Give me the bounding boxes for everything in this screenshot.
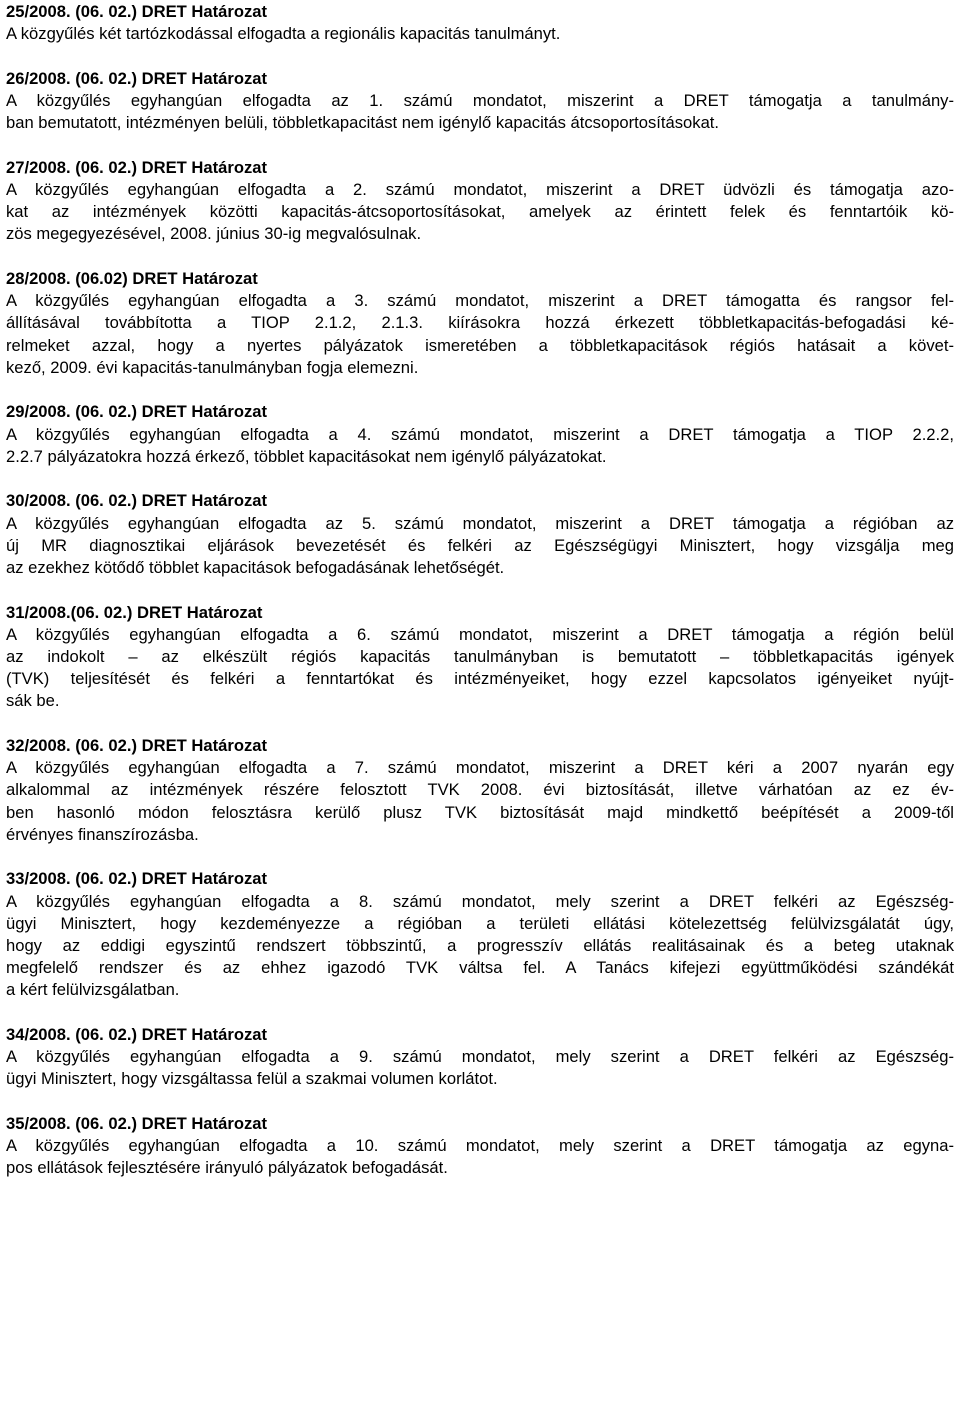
resolution-text-line: A közgyűlés egyhangúan elfogadta a 9. számú mondatot, mely szerint a DRET felkéri az Egészség- bbox=[6, 1047, 954, 1067]
resolution-title: 27/2008. (06. 02.) DRET Határozat bbox=[6, 157, 268, 177]
resolution-text-line: A közgyűlés egyhangúan elfogadta a 2. számú mondatot, miszerint a DRET üdvözli és támogatja azo- bbox=[6, 180, 954, 199]
resolution-text-line: A közgyűlés egyhangúan elfogadta az 1. számú mondatot, miszerint a DRET támogatja a tanulmány- bbox=[6, 91, 954, 110]
resolution-text-line: ügyi Minisztert, hogy vizsgáltassa felül a szakmai volumen korlátot. bbox=[6, 1069, 498, 1089]
resolution-block bbox=[6, 157, 954, 246]
resolution-block bbox=[6, 868, 954, 1001]
resolution-text-line: kező, 2009. évi kapacitás-tanulmányban fogja elemezni. bbox=[6, 357, 419, 377]
resolution-text-line: ügyi Minisztert, hogy kezdeményezze a régióban a területi ellátási kötelezettség felülvizsgálatát úgy, bbox=[6, 913, 954, 933]
resolution-text-line: állításával továbbította a TIOP 2.1.2, 2.1.3. kiírásokra hozzá érkezett többletkapacitás-befogadási ké- bbox=[6, 313, 954, 333]
resolution-text bbox=[6, 891, 954, 1002]
resolution-text bbox=[6, 1046, 954, 1090]
resolution-text-line: kat az intézmények közötti kapacitás-átcsoportosításokat, amelyek az érintett felek és fenntartóik kö- bbox=[6, 202, 954, 222]
resolution-text-line: az ezekhez kötődő többlet kapacitások befogadásának lehetőségét. bbox=[6, 558, 505, 578]
resolution-block bbox=[6, 1024, 954, 1091]
resolution-block bbox=[6, 268, 954, 379]
resolution-text-line: A közgyűlés egyhangúan elfogadta az 5. számú mondatot, miszerint a DRET támogatja a régióban az bbox=[6, 513, 954, 533]
resolution-text-line: megfelelő rendszer és az ehhez igazodó TVK váltsa fel. A Tanács kifejezi együttműködési szándékát bbox=[6, 958, 954, 978]
resolution-text-line: A közgyűlés egyhangúan elfogadta a 3. számú mondatot, miszerint a DRET támogatta és rangsor fel- bbox=[6, 291, 954, 311]
resolution-text-line: új MR diagnosztikai eljárások bevezetését és felkéri az Egészségügyi Minisztert, hogy vizsgálja meg bbox=[6, 535, 954, 555]
resolution-text-line: sák be. bbox=[6, 691, 60, 711]
resolution-block bbox=[6, 68, 954, 135]
resolution-block bbox=[6, 490, 954, 579]
resolution-text-line: a kért felülvizsgálatban. bbox=[6, 980, 180, 1000]
resolution-text bbox=[6, 424, 954, 468]
resolution-title: 30/2008. (06. 02.) DRET Határozat bbox=[6, 491, 268, 511]
document-page bbox=[0, 1, 960, 1417]
resolution-text-line: relmeket azzal, hogy a nyertes pályázatok ismeretében a többletkapacitások régiós hatásait a követ- bbox=[6, 335, 954, 355]
resolution-title: 28/2008. (06.02) DRET Határozat bbox=[6, 269, 258, 288]
resolution-text bbox=[6, 1135, 954, 1179]
resolution-title: 34/2008. (06. 02.) DRET Határozat bbox=[6, 1025, 268, 1045]
resolution-block bbox=[6, 401, 954, 468]
resolution-text bbox=[6, 90, 954, 134]
resolution-text-line: (TVK) teljesítését és felkéri a fenntartókat és intézményeiket, hogy ezzel kapcsolatos igényeiket nyújt- bbox=[6, 669, 954, 689]
resolution-text-line: alkalommal az intézmények részére felosztott TVK 2008. évi biztosítását, illetve várhatóan az ez év- bbox=[6, 780, 954, 800]
resolution-block bbox=[6, 735, 954, 846]
resolution-block bbox=[6, 1, 954, 45]
resolution-title: 35/2008. (06. 02.) DRET Határozat bbox=[6, 1114, 268, 1134]
resolution-text bbox=[6, 290, 954, 379]
resolution-text bbox=[6, 513, 954, 580]
resolution-text bbox=[6, 624, 954, 713]
resolution-text-line: A közgyűlés egyhangúan elfogadta a 8. számú mondatot, mely szerint a DRET felkéri az Egészség- bbox=[6, 891, 954, 911]
resolution-text-line: A közgyűlés egyhangúan elfogadta a 4. számú mondatot, miszerint a DRET támogatja a TIOP 2.2.2, bbox=[6, 424, 954, 444]
resolution-title: 26/2008. (06. 02.) DRET Határozat bbox=[6, 68, 268, 88]
resolution-title: 25/2008. (06. 02.) DRET Határozat bbox=[6, 2, 268, 21]
resolution-text-line: 2.2.7 pályázatokra hozzá érkező, többlet kapacitásokat nem igénylő pályázatokat. bbox=[6, 446, 607, 466]
resolution-block bbox=[6, 1113, 954, 1180]
resolution-title: 29/2008. (06. 02.) DRET Határozat bbox=[6, 402, 268, 422]
resolution-title: 31/2008.(06. 02.) DRET Határozat bbox=[6, 602, 263, 622]
resolution-text-line: A közgyűlés egyhangúan elfogadta a 10. számú mondatot, mely szerint a DRET támogatja az egyna- bbox=[6, 1136, 954, 1156]
resolution-text-line: pos ellátások fejlesztésére irányuló pályázatok befogadását. bbox=[6, 1158, 448, 1178]
resolution-text-line: zös megegyezésével, 2008. június 30-ig megvalósulnak. bbox=[6, 224, 422, 244]
resolution-title: 32/2008. (06. 02.) DRET Határozat bbox=[6, 736, 268, 756]
resolution-text-line: ben hasonló módon felosztásra kerülő plusz TVK biztosítását majd mindkettő beépítését a 2009-től bbox=[6, 802, 954, 822]
resolution-text bbox=[6, 23, 954, 45]
resolution-text-line: ban bemutatott, intézményen belüli, többletkapacitást nem igénylő kapacitás átcsoportosításokat. bbox=[6, 113, 720, 133]
resolution-text-line: A közgyűlés egyhangúan elfogadta a 7. számú mondatot, miszerint a DRET kéri a 2007 nyarán egy bbox=[6, 758, 954, 778]
resolution-text-line: érvényes finanszírozásba. bbox=[6, 824, 199, 844]
resolution-text-line: A közgyűlés egyhangúan elfogadta a 6. számú mondatot, miszerint a DRET támogatja a régión belül bbox=[6, 624, 954, 644]
resolution-title: 33/2008. (06. 02.) DRET Határozat bbox=[6, 869, 268, 889]
resolution-text bbox=[6, 179, 954, 246]
resolution-text bbox=[6, 757, 954, 846]
resolution-text-line: A közgyűlés két tartózkodással elfogadta a regionális kapacitás tanulmányt. bbox=[6, 24, 561, 44]
resolution-text-line: az indokolt – az elkészült régiós kapacitás tanulmányban is bemutatott – többletkapacitás igények bbox=[6, 647, 954, 667]
resolution-block bbox=[6, 602, 954, 713]
resolution-text-line: hogy az eddigi egyszintű rendszert többszintű, a progresszív ellátás realitásainak és a beteg utaknak bbox=[6, 936, 954, 956]
